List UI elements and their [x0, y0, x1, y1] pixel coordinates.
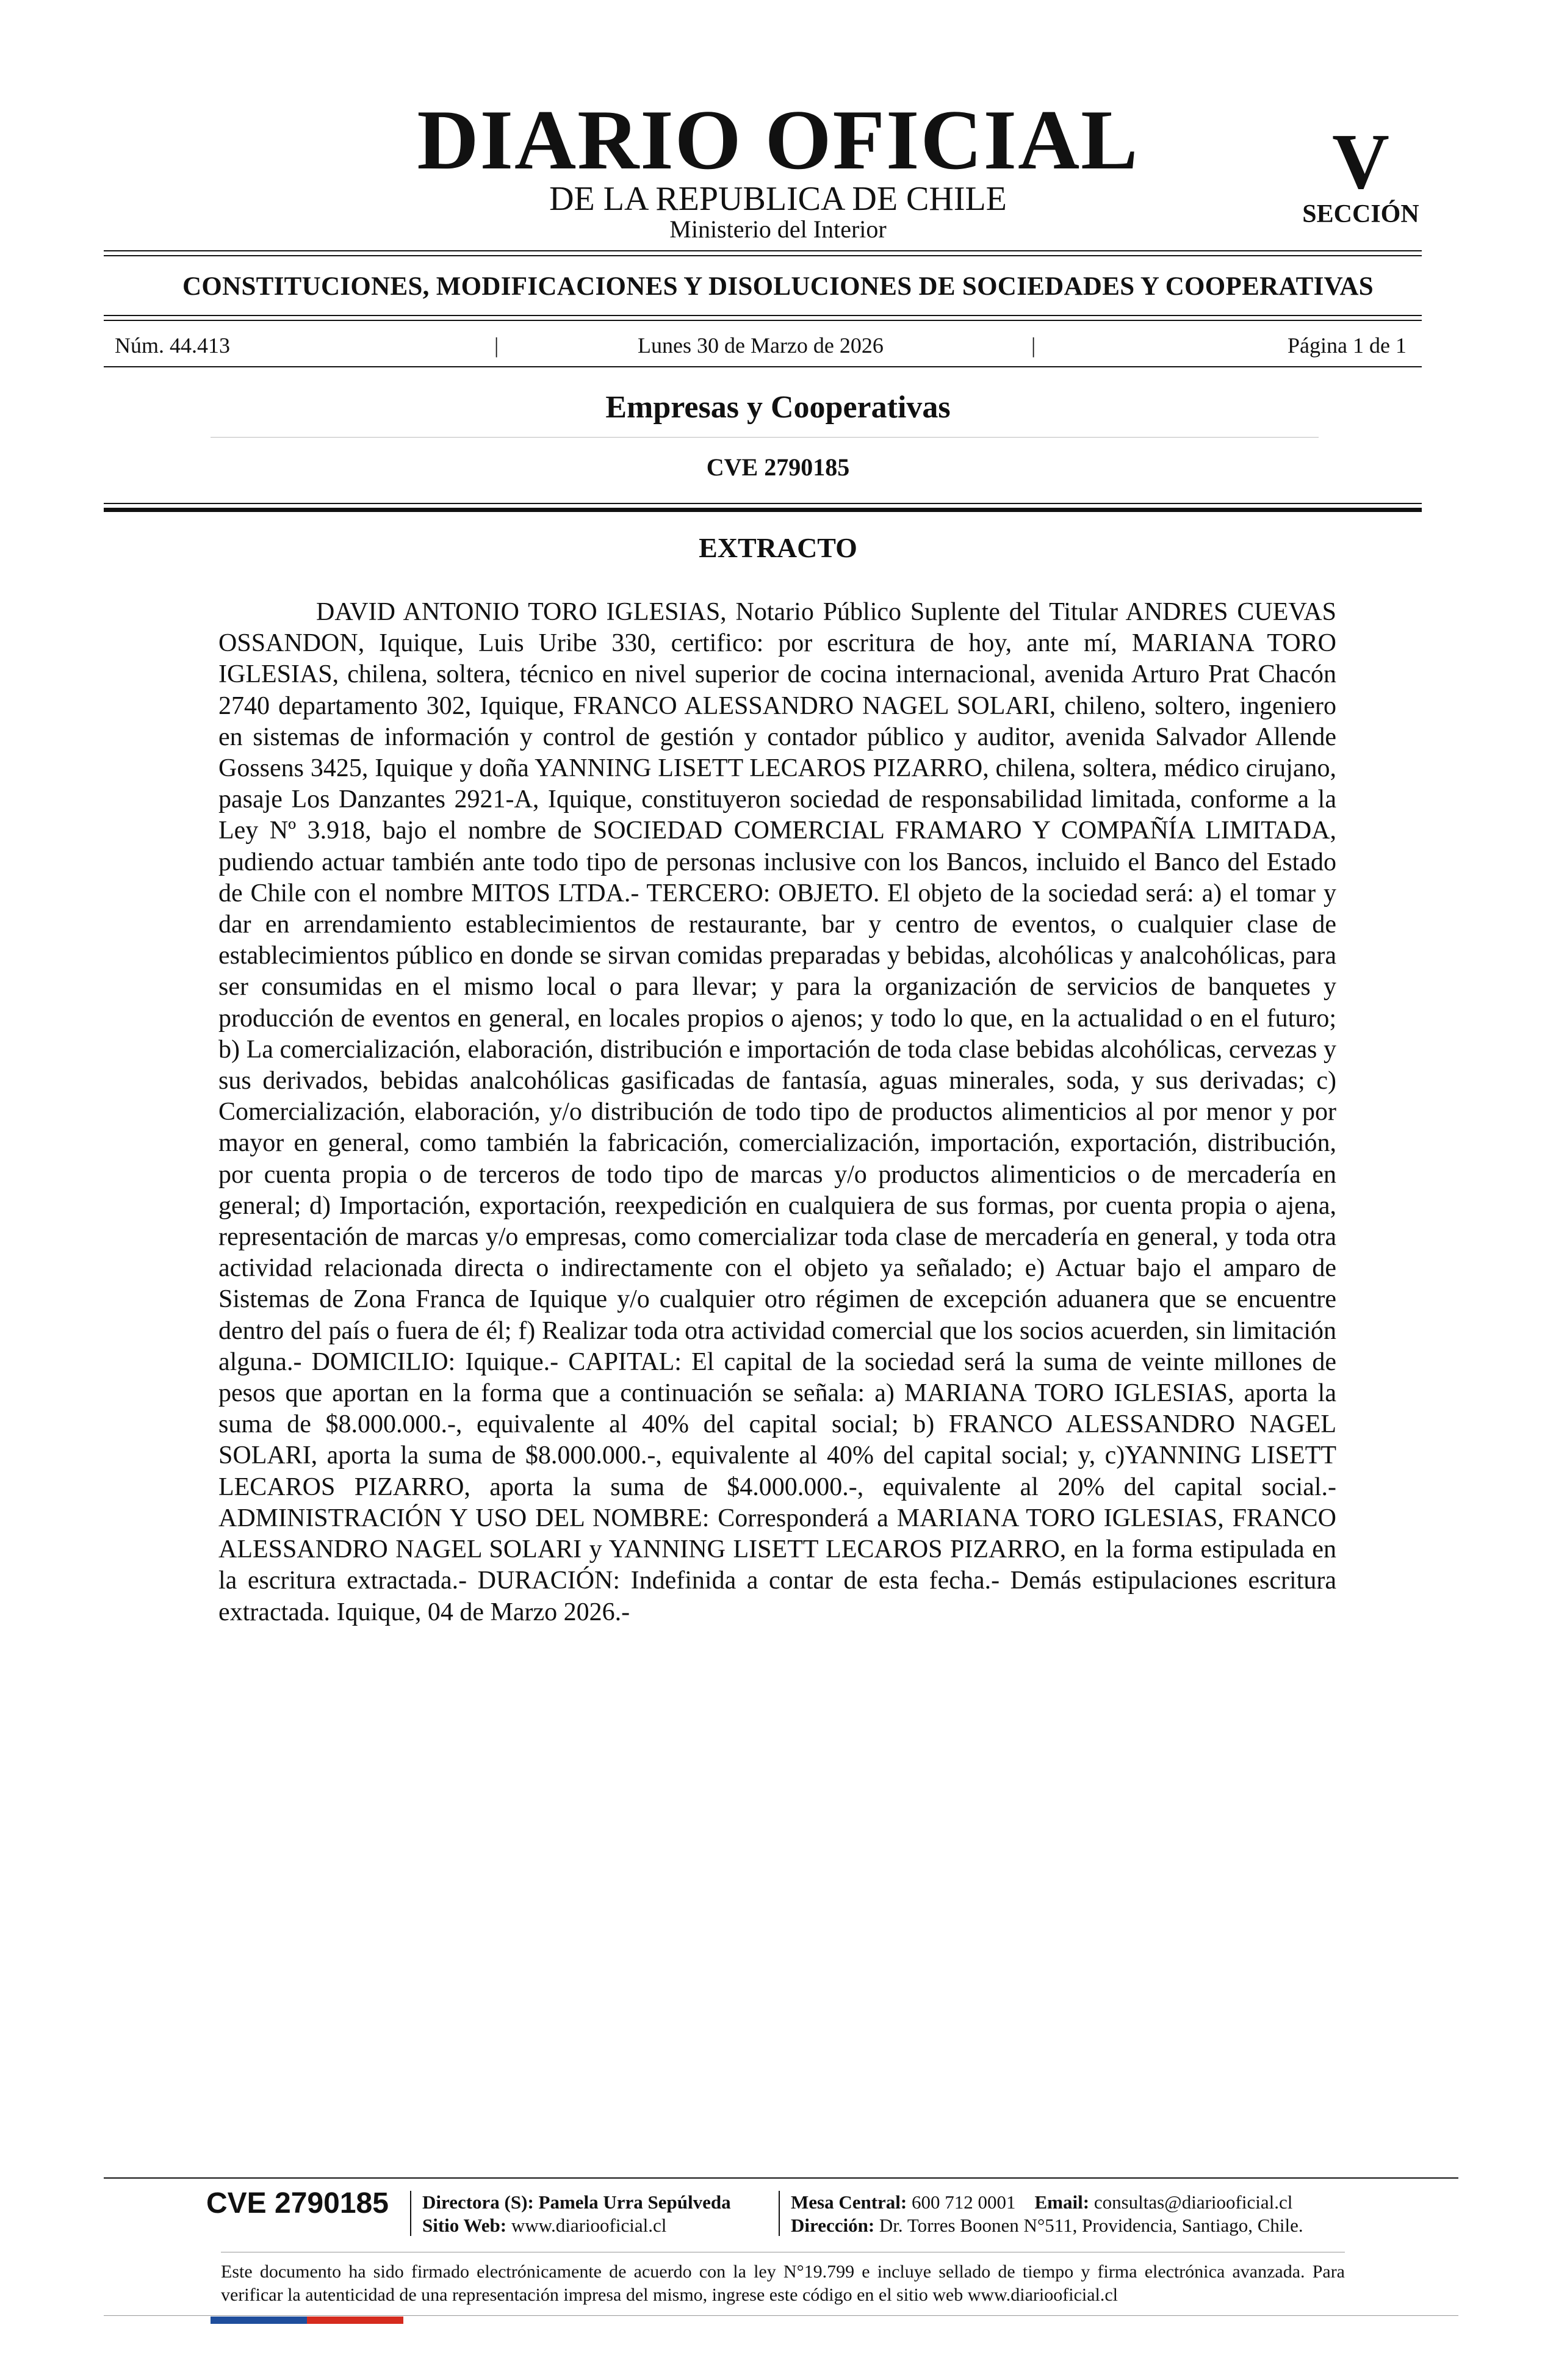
- section-number: V: [1332, 118, 1389, 206]
- footer-rule-top: [104, 2177, 1458, 2179]
- director-label: Directora (S):: [422, 2191, 534, 2213]
- email-label: Email:: [1034, 2191, 1090, 2213]
- address-label: Dirección:: [791, 2215, 875, 2236]
- newspaper-subtitle: DE LA REPUBLICA DE CHILE: [549, 180, 1007, 218]
- phone-label: Mesa Central:: [791, 2191, 907, 2213]
- website-label: Sitio Web:: [422, 2215, 507, 2236]
- section-title: CONSTITUCIONES, MODIFICACIONES Y DISOLUCIONES DE SOCIEDADES Y COOPERATIVAS: [182, 272, 1374, 301]
- document-heading: EXTRACTO: [699, 532, 857, 563]
- info-separator: |: [494, 333, 499, 358]
- flag-stripe-red: [307, 2317, 403, 2324]
- section-label: SECCIÓN: [1302, 200, 1419, 228]
- footer-rule-bottom: [104, 2315, 1458, 2316]
- category-underline: [211, 437, 1319, 438]
- director-name: Pamela Urra Sepúlveda: [538, 2191, 731, 2213]
- footer-note: Este documento ha sido firmado electrónicamente de acuerdo con la ley N°19.799 e incluye sellado de tiempo y firma electrónica avanzada. Para verificar la autenticidad de una representación impresa del mismo, ingrese este código en el sitio web www.diariooficial.cl: [221, 2262, 1345, 2305]
- cve-rule: [104, 503, 1422, 504]
- footer-separator: [779, 2191, 780, 2236]
- info-rule: [104, 366, 1422, 367]
- page-indicator: Página 1 de 1: [1288, 333, 1407, 358]
- issue-date: Lunes 30 de Marzo de 2026: [638, 333, 884, 358]
- issue-number: Núm. 44.413: [115, 333, 230, 358]
- phone-value: 600 712 0001: [912, 2191, 1016, 2213]
- info-separator: |: [1031, 333, 1036, 358]
- email-link[interactable]: consultas@diariooficial.cl: [1093, 2191, 1293, 2213]
- header-rule-top: [104, 250, 1422, 251]
- category-title: Empresas y Cooperativas: [605, 390, 951, 425]
- cve-code: CVE 2790185: [706, 453, 850, 481]
- newspaper-title: DIARIO OFICIAL: [417, 93, 1139, 187]
- address-value: Dr. Torres Boonen N°511, Providencia, Santiago, Chile.: [879, 2215, 1303, 2236]
- footer-separator: [410, 2191, 411, 2236]
- header-rule-top-double: [104, 255, 1422, 256]
- footer-contact-block: [791, 2191, 1303, 2237]
- footer-director-block: [422, 2191, 731, 2237]
- document-body: DAVID ANTONIO TORO IGLESIAS, Notario Público Suplente del Titular ANDRES CUEVAS OSSANDON, Iquique, Luis Uribe 330, certifico: por escritura de hoy, ante mí, MARIANA TORO IGLESIAS, chilena, soltera, técnico en nivel superior de cocina internacional, avenida Arturo Prat Chacón 2740 departamento 302, Iquique, FRANCO ALESSANDRO NAGEL SOLARI, chileno, soltero, ingeniero en sistemas de información y control de gestión y contador público y auditor, avenida Salvador Allende Gossens 3425, Iquique y doña YANNING LISETT LECAROS PIZARRO, chilena, soltera, médico cirujano, pasaje Los Danzantes 2921-A, Iquique, constituyeron sociedad de responsabilidad limitada, conforme a la Ley Nº 3.918, bajo el nombre de SOCIEDAD COMERCIAL FRAMARO Y COMPAÑÍA LIMITADA, pudiendo actuar también ante todo tipo de personas inclusive con los Bancos, incluido el Banco del Estado de Chile con el nombre MITOS LTDA.- TERCERO: OBJETO. El objeto de la sociedad será: a) el tomar y dar en arrendamiento establecimientos de restaurante, bar y centro de eventos, o cualquier clase de establecimientos público en donde se sirvan comidas preparadas y bebidas, alcohólicas y analcohólicas, para ser consumidas en el mismo local o para llevar; y para la organización de servicios de banquetes y producción de eventos en general, en locales propios o ajenos; y todo lo que, en la actualidad o en el futuro; b) La comercialización, elaboración, distribución e importación de toda clase bebidas alcohólicas, cervezas y sus derivados, bebidas analcohólicas gasificadas de fantasía, aguas minerales, soda, y sus derivadas; c) Comercialización, elaboración, y/o distribución de todo tipo de productos alimenticios al por menor y por mayor en general, como también la fabricación, comercialización, importación, exportación, distribución, por cuenta propia o de terceros de todo tipo de marcas y/o productos alimenticios o de mercadería en general; d) Importación, exportación, reexpedición en cualquiera de sus formas, por cuenta propia o ajena, representación de marcas y/o empresas, como comercializar toda clase de mercadería en general, y toda otra actividad relacionada directa o indirectamente con el objeto ya señalado; e) Actuar bajo el amparo de Sistemas de Zona Franca de Iquique y/o cualquier otro régimen de excepción aduanera que se encuentre dentro del país o fuera de él; f) Realizar toda otra actividad comercial que los socios acuerden, sin limitación alguna.- DOMICILIO: Iquique.- CAPITAL: El capital de la sociedad será la suma de veinte millones de pesos que aportan en la forma que a continuación se señala: a) MARIANA TORO IGLESIAS, aporta la suma de $8.000.000.-, equivalente al 40% del capital social; b) FRANCO ALESSANDRO NAGEL SOLARI, aporta la suma de $8.000.000.-, equivalente al 40% del capital social; y, c)YANNING LISETT LECAROS PIZARRO, aporta la suma de $4.000.000.-, equivalente al 20% del capital social.- ADMINISTRACIÓN Y USO DEL NOMBRE: Corresponderá a MARIANA TORO IGLESIAS, FRANCO ALESSANDRO NAGEL SOLARI y YANNING LISETT LECAROS PIZARRO, en la forma estipulada en la escritura extractada.- DURACIÓN: Indefinida a contar de esta fecha.- Demás estipulaciones escritura extractada. Iquique, 04 de Marzo 2026.-: [218, 598, 1336, 1626]
- flag-stripe-blue: [211, 2317, 307, 2324]
- section-rule: [104, 315, 1422, 316]
- website-link[interactable]: www.diariooficial.cl: [511, 2215, 667, 2236]
- section-rule-double: [104, 320, 1422, 321]
- ministry-label: Ministerio del Interior: [669, 215, 887, 243]
- cve-rule-thick: [104, 508, 1422, 512]
- footer-cve-code: CVE 2790185: [206, 2187, 389, 2220]
